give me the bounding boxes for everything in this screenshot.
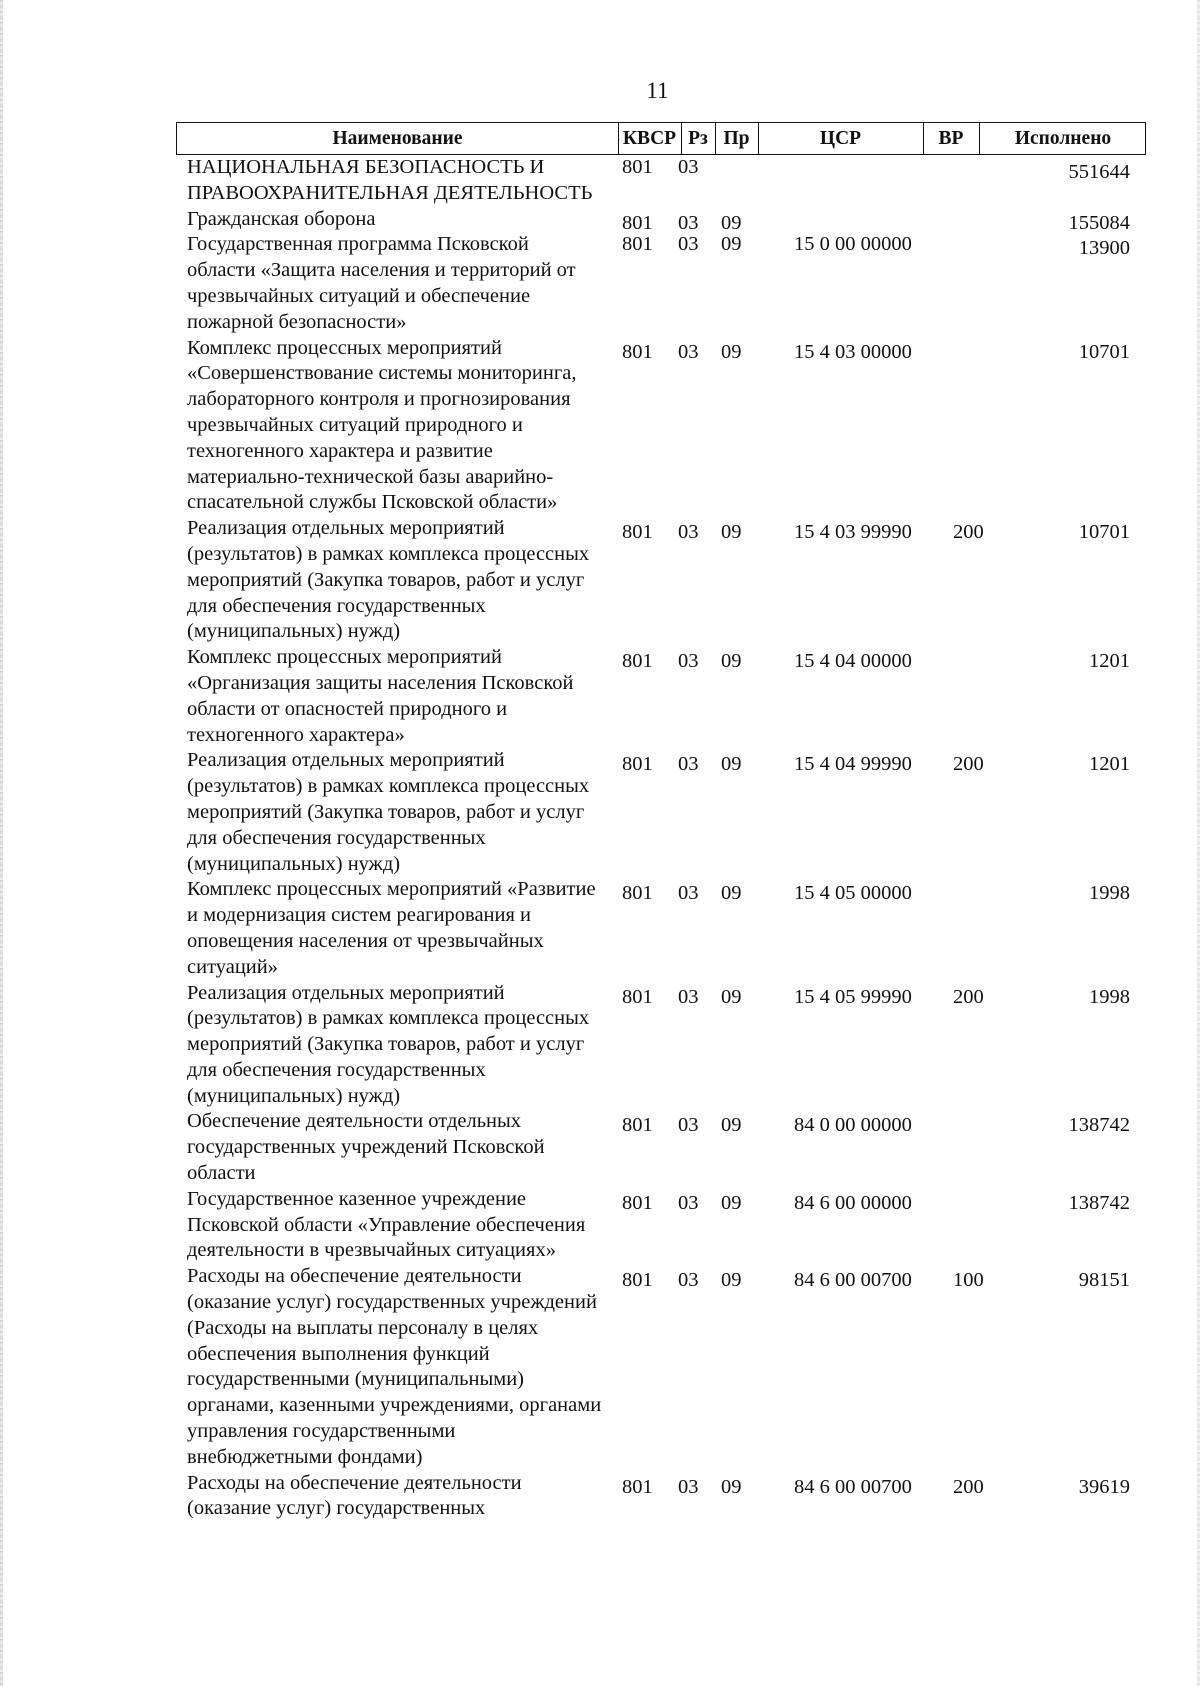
table-row	[176, 748, 1146, 877]
row-kvsr: 801	[622, 156, 653, 178]
row-rz: 03	[678, 1191, 699, 1214]
row-pr: 09	[721, 1475, 742, 1498]
row-kvsr: 801	[622, 1269, 653, 1292]
row-csr: 15 4 03 99990	[794, 521, 912, 544]
row-name: Расходы на обеспечение деятельности (оказание услуг) государственных учреждений (Расходы на выплаты персоналу в целях обеспечения выполнения функций государственными (муниципальными) органами, казенными учреждениями, органами управления государственными внебюджетными фондами)	[187, 1265, 602, 1468]
row-kvsr: 801	[622, 882, 653, 905]
row-pr: 09	[721, 340, 742, 363]
row-executed: 39619	[1078, 1475, 1130, 1498]
row-executed: 155084	[1068, 211, 1130, 234]
row-kvsr: 801	[622, 985, 653, 1008]
row-rz: 03	[678, 340, 699, 363]
row-name: Комплекс процессных мероприятий «Совершенствование системы мониторинга, лабораторного контроля и прогнозирования чрезвычайных ситуаций природного и техногенного характера и развитие материально-технической базы аварийно-спасательной службы Псковской области»	[187, 336, 577, 514]
row-name: Обеспечение деятельности отдельных государственных учреждений Псковской области	[187, 1110, 545, 1185]
table-row	[176, 155, 1146, 207]
table-header	[176, 122, 1146, 155]
row-executed: 138742	[1068, 1114, 1130, 1137]
row-pr: 09	[721, 1114, 742, 1137]
row-rz: 03	[678, 650, 699, 673]
row-rz: 03	[678, 211, 699, 234]
row-kvsr: 801	[622, 1475, 653, 1498]
page-number: 11	[646, 78, 669, 103]
row-pr: 09	[721, 882, 742, 905]
row-name: Комплекс процессных мероприятий «Развитие и модернизация систем реагирования и оповещения населения от чрезвычайных ситуаций»	[187, 878, 596, 978]
row-csr: 84 0 00 00000	[794, 1114, 912, 1137]
row-name: НАЦИОНАЛЬНАЯ БЕЗОПАСНОСТЬ И ПРАВООХРАНИТЕЛЬНАЯ ДЕЯТЕЛЬНОСТЬ	[187, 156, 593, 204]
row-kvsr: 801	[622, 753, 653, 776]
table-row	[176, 516, 1146, 645]
row-kvsr: 801	[622, 340, 653, 363]
row-name: Государственное казенное учреждение Псковской области «Управление обеспечения деятельности в чрезвычайных ситуациях»	[187, 1187, 586, 1262]
row-executed: 138742	[1068, 1191, 1130, 1214]
row-vr: 200	[953, 985, 984, 1008]
table-row	[176, 1187, 1146, 1264]
budget-table	[176, 122, 1146, 1522]
header-pr: Пр	[723, 128, 750, 149]
row-vr: 100	[953, 1269, 984, 1292]
row-rz: 03	[678, 753, 699, 776]
row-pr: 09	[721, 233, 742, 256]
row-executed: 10701	[1078, 521, 1130, 544]
row-rz: 03	[678, 882, 699, 905]
header-kvsr: КВСР	[622, 128, 677, 149]
row-csr: 15 4 05 00000	[794, 882, 912, 905]
row-pr: 09	[721, 650, 742, 673]
row-rz: 03	[678, 985, 699, 1008]
row-kvsr: 801	[622, 650, 653, 673]
table-row	[176, 981, 1146, 1110]
row-executed: 1998	[1089, 882, 1130, 905]
row-name: Комплекс процессных мероприятий «Организация защиты населения Псковской области от опасностей природного и техногенного характера»	[187, 646, 574, 746]
row-csr: 84 6 00 00700	[794, 1269, 912, 1292]
table-row	[176, 1471, 1146, 1523]
row-vr: 200	[953, 753, 984, 776]
scan-edge-left	[0, 0, 3, 1686]
row-executed: 1201	[1089, 753, 1130, 776]
row-name: Реализация отдельных мероприятий (результатов) в рамках комплекса процессных мероприятий (Закупка товаров, работ и услуг для обеспечения государственных (муниципальных) нужд)	[187, 749, 590, 875]
table-row	[176, 336, 1146, 517]
row-vr: 200	[953, 521, 984, 544]
row-csr: 15 4 04 00000	[794, 650, 912, 673]
row-rz: 03	[678, 233, 699, 256]
row-pr: 09	[721, 521, 742, 544]
row-kvsr: 801	[622, 233, 653, 256]
header-executed: Исполнено	[1014, 128, 1112, 149]
row-name: Гражданская оборона	[187, 207, 376, 230]
table-row	[176, 1264, 1146, 1470]
row-executed: 13900	[1078, 237, 1130, 260]
row-name: Государственная программа Псковской области «Защита населения и территорий от чрезвычайных ситуаций и обеспечение пожарной безопасности»	[187, 233, 576, 333]
row-csr: 15 4 03 00000	[794, 340, 912, 363]
header-rz: Рз	[688, 128, 708, 149]
row-csr: 15 4 04 99990	[794, 753, 912, 776]
row-csr: 84 6 00 00700	[794, 1475, 912, 1498]
table-row	[176, 645, 1146, 748]
header-vr: ВР	[938, 128, 964, 149]
row-executed: 10701	[1078, 340, 1130, 363]
row-vr: 200	[953, 1475, 984, 1498]
row-rz: 03	[678, 1114, 699, 1137]
row-pr: 09	[721, 211, 742, 234]
row-rz: 03	[678, 521, 699, 544]
row-rz: 03	[678, 1269, 699, 1292]
row-kvsr: 801	[622, 521, 653, 544]
row-pr: 09	[721, 753, 742, 776]
row-name: Расходы на обеспечение деятельности (оказание услуг) государственных	[187, 1471, 522, 1520]
row-pr: 09	[721, 1191, 742, 1214]
row-kvsr: 801	[622, 1114, 653, 1137]
row-name: Реализация отдельных мероприятий (результатов) в рамках комплекса процессных мероприятий (Закупка товаров, работ и услуг для обеспечения государственных (муниципальных) нужд)	[187, 517, 590, 643]
row-rz: 03	[678, 1475, 699, 1498]
table-row	[176, 232, 1146, 335]
row-executed: 551644	[1068, 161, 1130, 183]
row-csr: 84 6 00 00000	[794, 1191, 912, 1214]
row-csr: 15 0 00 00000	[794, 233, 912, 256]
table-row	[176, 1109, 1146, 1186]
header-csr: ЦСР	[819, 128, 862, 149]
row-name: Реализация отдельных мероприятий (результатов) в рамках комплекса процессных мероприятий (Закупка товаров, работ и услуг для обеспечения государственных (муниципальных) нужд)	[187, 981, 590, 1107]
header-name: Наименование	[332, 128, 463, 149]
row-kvsr: 801	[622, 1191, 653, 1214]
row-kvsr: 801	[622, 211, 653, 234]
table-row	[176, 877, 1146, 980]
row-executed: 98151	[1078, 1269, 1130, 1292]
row-rz: 03	[678, 156, 699, 178]
row-executed: 1201	[1089, 650, 1130, 673]
row-pr: 09	[721, 985, 742, 1008]
row-executed: 1998	[1089, 985, 1130, 1008]
row-csr: 15 4 05 99990	[794, 985, 912, 1008]
row-pr: 09	[721, 1269, 742, 1292]
table-row	[176, 207, 1146, 233]
